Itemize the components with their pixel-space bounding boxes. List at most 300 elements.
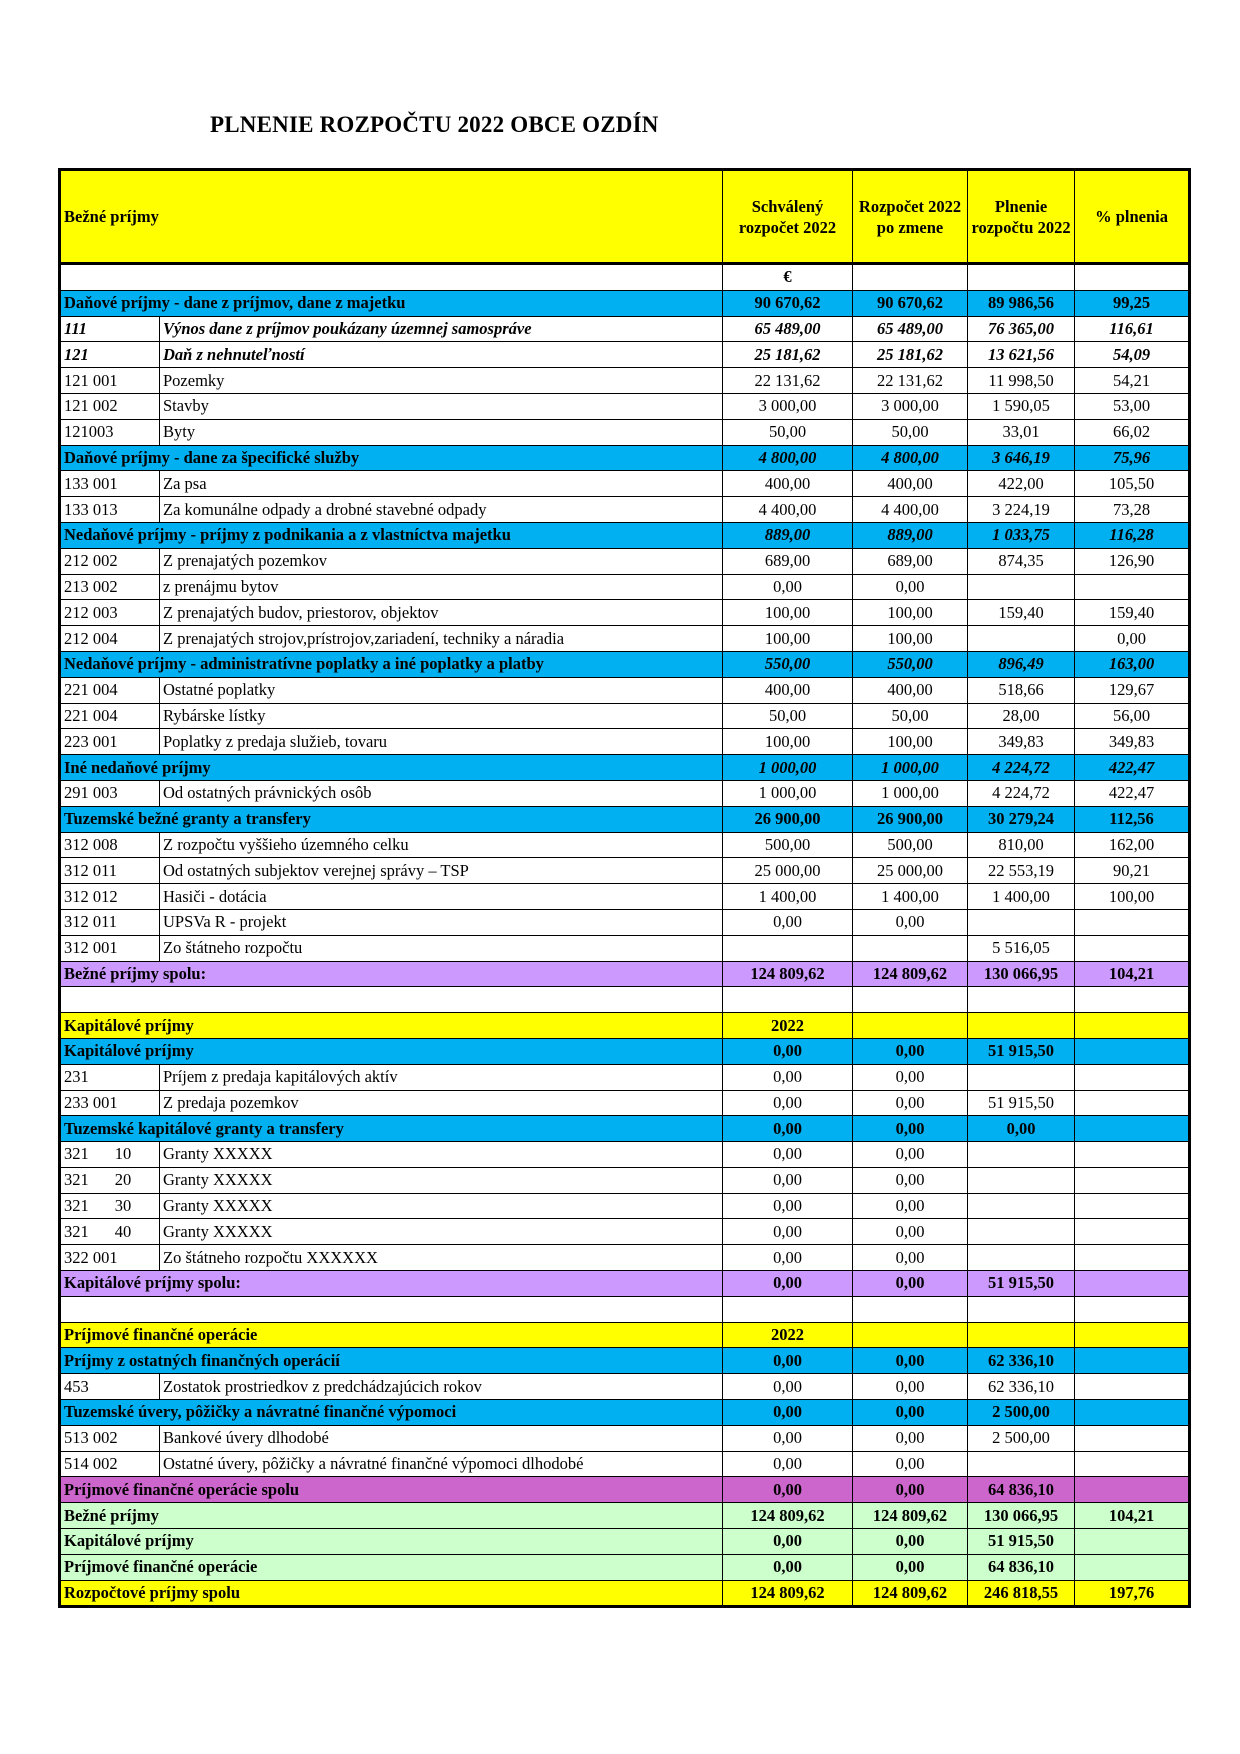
item-label: UPSVa R - projekt — [160, 909, 723, 935]
fulfilled-value — [968, 1245, 1075, 1271]
table-row — [60, 393, 1190, 419]
percent-value: 66,02 — [1075, 419, 1190, 445]
fulfilled-value: 1 400,00 — [968, 884, 1075, 910]
item-label: z prenájmu bytov — [160, 574, 723, 600]
account-code: 212 004 — [60, 626, 160, 652]
item-label: Bankové úvery dlhodobé — [160, 1425, 723, 1451]
approved-budget-value: 124 809,62 — [723, 1503, 853, 1529]
amended-budget-value: 100,00 — [853, 626, 968, 652]
section-label: Príjmy z ostatných finančných operácií — [60, 1348, 723, 1374]
table-row — [60, 1142, 1190, 1168]
approved-budget-value: 1 000,00 — [723, 755, 853, 781]
approved-budget-value: 0,00 — [723, 1425, 853, 1451]
account-code: 513 002 — [60, 1425, 160, 1451]
account-code — [60, 1167, 160, 1193]
approved-budget-value: 2022 — [723, 1013, 853, 1039]
account-code: 212 003 — [60, 600, 160, 626]
amended-budget-value — [853, 987, 968, 1013]
fulfilled-value: 5 516,05 — [968, 935, 1075, 961]
fulfilled-value: 76 365,00 — [968, 316, 1075, 342]
approved-budget-value: 0,00 — [723, 1038, 853, 1064]
account-code: 133 013 — [60, 497, 160, 523]
approved-budget-value: 400,00 — [723, 677, 853, 703]
table-row — [60, 600, 1190, 626]
account-code: 322 001 — [60, 1245, 160, 1271]
percent-value: 90,21 — [1075, 858, 1190, 884]
approved-budget-value: 0,00 — [723, 1193, 853, 1219]
section-label: Príjmové finančné operácie — [60, 1554, 723, 1580]
fulfilled-value: 13 621,56 — [968, 342, 1075, 368]
amended-budget-value — [853, 935, 968, 961]
table-row — [60, 729, 1190, 755]
item-label: Z rozpočtu vyššieho územného celku — [160, 832, 723, 858]
amended-budget-value: 550,00 — [853, 651, 968, 677]
percent-value — [1075, 1245, 1190, 1271]
fulfilled-value: 64 836,10 — [968, 1477, 1075, 1503]
fulfilled-value — [968, 1013, 1075, 1039]
table-row — [60, 1503, 1190, 1529]
item-label: Od ostatných právnických osôb — [160, 780, 723, 806]
table-row — [60, 1271, 1190, 1297]
approved-budget-value: 0,00 — [723, 1219, 853, 1245]
amended-budget-value: 0,00 — [853, 1529, 968, 1555]
fulfilled-value — [968, 1296, 1075, 1322]
account-code-main: 321 — [64, 1144, 89, 1164]
table-row — [60, 548, 1190, 574]
table-row — [60, 1529, 1190, 1555]
fulfilled-value: 64 836,10 — [968, 1554, 1075, 1580]
approved-budget-value: 0,00 — [723, 909, 853, 935]
percent-value: 112,56 — [1075, 806, 1190, 832]
percent-value — [1075, 1142, 1190, 1168]
item-label: Výnos dane z príjmov poukázany územnej samospráve — [160, 316, 723, 342]
approved-budget-value: 25 000,00 — [723, 858, 853, 884]
fulfilled-value — [968, 574, 1075, 600]
table-row — [60, 1477, 1190, 1503]
percent-value: 53,00 — [1075, 393, 1190, 419]
approved-budget-value: 50,00 — [723, 419, 853, 445]
amended-budget-value: 25 181,62 — [853, 342, 968, 368]
section-label: Kapitálové príjmy — [60, 1529, 723, 1555]
fulfilled-value: 810,00 — [968, 832, 1075, 858]
account-code: 453 — [60, 1374, 160, 1400]
table-row — [60, 574, 1190, 600]
table-row — [60, 1425, 1190, 1451]
percent-value: 0,00 — [1075, 626, 1190, 652]
amended-budget-value: 124 809,62 — [853, 1503, 968, 1529]
table-row — [60, 806, 1190, 832]
account-code-sub: 20 — [114, 1170, 132, 1190]
amended-budget-value: 50,00 — [853, 703, 968, 729]
table-row — [60, 1451, 1190, 1477]
percent-value: 162,00 — [1075, 832, 1190, 858]
section-label: Nedaňové príjmy - príjmy z podnikania a z vlastníctva majetku — [60, 522, 723, 548]
amended-budget-value: 0,00 — [853, 1554, 968, 1580]
fulfilled-value: 30 279,24 — [968, 806, 1075, 832]
percent-value — [1075, 1554, 1190, 1580]
item-label: Zo štátneho rozpočtu — [160, 935, 723, 961]
amended-budget-value: 0,00 — [853, 1167, 968, 1193]
approved-budget-value: 100,00 — [723, 626, 853, 652]
table-row — [60, 471, 1190, 497]
table-row — [60, 858, 1190, 884]
amended-budget-value: 4 400,00 — [853, 497, 968, 523]
percent-value: 75,96 — [1075, 445, 1190, 471]
fulfilled-value: 62 336,10 — [968, 1348, 1075, 1374]
fulfilled-value — [968, 1142, 1075, 1168]
fulfilled-value: 4 224,72 — [968, 755, 1075, 781]
amended-budget-value: 0,00 — [853, 1245, 968, 1271]
approved-budget-value: 0,00 — [723, 1400, 853, 1426]
percent-value — [1075, 1400, 1190, 1426]
table-row — [60, 342, 1190, 368]
percent-value: 197,76 — [1075, 1580, 1190, 1607]
approved-budget-value: 3 000,00 — [723, 393, 853, 419]
approved-budget-value: 100,00 — [723, 729, 853, 755]
section-label: Kapitálové príjmy — [60, 1013, 723, 1039]
account-code-main: 321 — [64, 1221, 89, 1241]
account-code-sub: 40 — [114, 1221, 132, 1241]
amended-budget-value: 0,00 — [853, 1142, 968, 1168]
amended-budget-value: 0,00 — [853, 1064, 968, 1090]
fulfilled-value: 11 998,50 — [968, 368, 1075, 394]
account-code: 121003 — [60, 419, 160, 445]
fulfilled-value — [968, 987, 1075, 1013]
approved-budget-value — [723, 1296, 853, 1322]
account-code: 212 002 — [60, 548, 160, 574]
section-label: Príjmové finančné operácie — [60, 1322, 723, 1348]
item-label: Poplatky z predaja služieb, tovaru — [160, 729, 723, 755]
table-row — [60, 445, 1190, 471]
amended-budget-value: 889,00 — [853, 522, 968, 548]
item-label: Za psa — [160, 471, 723, 497]
approved-budget-value: 0,00 — [723, 1477, 853, 1503]
amended-budget-value: 0,00 — [853, 1400, 968, 1426]
fulfilled-value: 1 590,05 — [968, 393, 1075, 419]
table-row — [60, 1064, 1190, 1090]
account-code: 121 — [60, 342, 160, 368]
percent-value: 73,28 — [1075, 497, 1190, 523]
table-row — [60, 1090, 1190, 1116]
table-row — [60, 909, 1190, 935]
fulfilled-value — [968, 1451, 1075, 1477]
approved-budget-value: 689,00 — [723, 548, 853, 574]
amended-budget-value: 0,00 — [853, 1090, 968, 1116]
approved-budget-value: 4 800,00 — [723, 445, 853, 471]
section-label: Kapitálové príjmy spolu: — [60, 1271, 723, 1297]
table-row — [60, 1038, 1190, 1064]
approved-budget-value: 22 131,62 — [723, 368, 853, 394]
account-code: 213 002 — [60, 574, 160, 600]
amended-budget-value: 3 000,00 — [853, 393, 968, 419]
percent-value: 116,28 — [1075, 522, 1190, 548]
item-label: Z prenajatých budov, priestorov, objektov — [160, 600, 723, 626]
fulfilled-value: 0,00 — [968, 1116, 1075, 1142]
approved-budget-value — [723, 987, 853, 1013]
approved-budget-value: 0,00 — [723, 1142, 853, 1168]
account-code: 221 004 — [60, 677, 160, 703]
percent-value — [1075, 1425, 1190, 1451]
item-label: Granty XXXXX — [160, 1193, 723, 1219]
amended-budget-value: 1 000,00 — [853, 755, 968, 781]
approved-budget-value: 1 400,00 — [723, 884, 853, 910]
percent-value — [1075, 1451, 1190, 1477]
percent-value — [1075, 1193, 1190, 1219]
approved-budget-value: 0,00 — [723, 574, 853, 600]
item-label: Daň z nehnuteľností — [160, 342, 723, 368]
spacer-row — [60, 987, 1190, 1013]
approved-budget-value: 25 181,62 — [723, 342, 853, 368]
approved-budget-value: 4 400,00 — [723, 497, 853, 523]
header-fulfilled: Plnenie rozpočtu 2022 — [968, 170, 1075, 264]
budget-table — [58, 168, 1191, 1608]
approved-budget-value: 0,00 — [723, 1451, 853, 1477]
section-label: Daňové príjmy - dane za špecifické služby — [60, 445, 723, 471]
account-code: 133 001 — [60, 471, 160, 497]
header-approved: Schválený rozpočet 2022 — [723, 170, 853, 264]
percent-value — [1075, 1374, 1190, 1400]
item-label: Rybárske lístky — [160, 703, 723, 729]
table-row — [60, 626, 1190, 652]
currency-empty-cell — [968, 264, 1075, 291]
item-label: Granty XXXXX — [160, 1219, 723, 1245]
account-code: 291 003 — [60, 780, 160, 806]
account-code: 231 — [60, 1064, 160, 1090]
table-row — [60, 832, 1190, 858]
fulfilled-value: 62 336,10 — [968, 1374, 1075, 1400]
percent-value: 105,50 — [1075, 471, 1190, 497]
approved-budget-value: 0,00 — [723, 1245, 853, 1271]
amended-budget-value: 500,00 — [853, 832, 968, 858]
amended-budget-value: 0,00 — [853, 1425, 968, 1451]
table-row — [60, 1400, 1190, 1426]
section-label: Bežné príjmy spolu: — [60, 961, 723, 987]
percent-value: 163,00 — [1075, 651, 1190, 677]
percent-value — [1075, 987, 1190, 1013]
fulfilled-value — [968, 1193, 1075, 1219]
table-row — [60, 884, 1190, 910]
approved-budget-value: 889,00 — [723, 522, 853, 548]
amended-budget-value: 0,00 — [853, 909, 968, 935]
fulfilled-value: 896,49 — [968, 651, 1075, 677]
percent-value: 104,21 — [1075, 1503, 1190, 1529]
header-amended: Rozpočet 2022 po zmene — [853, 170, 968, 264]
fulfilled-value: 51 915,50 — [968, 1529, 1075, 1555]
account-code: 514 002 — [60, 1451, 160, 1477]
approved-budget-value: 550,00 — [723, 651, 853, 677]
approved-budget-value: 0,00 — [723, 1116, 853, 1142]
item-label: Granty XXXXX — [160, 1142, 723, 1168]
amended-budget-value: 65 489,00 — [853, 316, 968, 342]
approved-budget-value: 100,00 — [723, 600, 853, 626]
table-row — [60, 497, 1190, 523]
approved-budget-value: 26 900,00 — [723, 806, 853, 832]
fulfilled-value: 349,83 — [968, 729, 1075, 755]
page-title: PLNENIE ROZPOČTU 2022 OBCE OZDÍN — [210, 112, 659, 137]
table-row — [60, 1245, 1190, 1271]
approved-budget-value — [723, 935, 853, 961]
table-row — [60, 703, 1190, 729]
account-code — [60, 1219, 160, 1245]
fulfilled-value: 22 553,19 — [968, 858, 1075, 884]
item-label: Pozemky — [160, 368, 723, 394]
table-row — [60, 1554, 1190, 1580]
amended-budget-value: 0,00 — [853, 1193, 968, 1219]
table-row — [60, 1013, 1190, 1039]
table-row — [60, 677, 1190, 703]
amended-budget-value: 90 670,62 — [853, 290, 968, 316]
account-code: 312 012 — [60, 884, 160, 910]
fulfilled-value — [968, 909, 1075, 935]
fulfilled-value: 518,66 — [968, 677, 1075, 703]
approved-budget-value: 0,00 — [723, 1167, 853, 1193]
approved-budget-value: 1 000,00 — [723, 780, 853, 806]
percent-value — [1075, 1348, 1190, 1374]
amended-budget-value: 1 000,00 — [853, 780, 968, 806]
percent-value — [1075, 574, 1190, 600]
section-label: Iné nedaňové príjmy — [60, 755, 723, 781]
table-row — [60, 780, 1190, 806]
approved-budget-value: 0,00 — [723, 1348, 853, 1374]
currency-symbol: € — [723, 264, 853, 291]
percent-value: 129,67 — [1075, 677, 1190, 703]
percent-value: 126,90 — [1075, 548, 1190, 574]
fulfilled-value: 130 066,95 — [968, 961, 1075, 987]
fulfilled-value: 51 915,50 — [968, 1090, 1075, 1116]
table-row — [60, 1116, 1190, 1142]
amended-budget-value: 100,00 — [853, 729, 968, 755]
amended-budget-value: 4 800,00 — [853, 445, 968, 471]
item-label: Príjem z predaja kapitálových aktív — [160, 1064, 723, 1090]
section-label: Rozpočtové príjmy spolu — [60, 1580, 723, 1607]
account-code-main: 321 — [64, 1170, 89, 1190]
amended-budget-value: 25 000,00 — [853, 858, 968, 884]
account-code-main: 321 — [64, 1196, 89, 1216]
fulfilled-value: 159,40 — [968, 600, 1075, 626]
spacer-row — [60, 1296, 1190, 1322]
percent-value — [1075, 935, 1190, 961]
fulfilled-value: 4 224,72 — [968, 780, 1075, 806]
approved-budget-value: 0,00 — [723, 1529, 853, 1555]
percent-value — [1075, 1477, 1190, 1503]
currency-empty-cell — [853, 264, 968, 291]
approved-budget-value: 0,00 — [723, 1554, 853, 1580]
approved-budget-value: 90 670,62 — [723, 290, 853, 316]
fulfilled-value: 1 033,75 — [968, 522, 1075, 548]
table-row — [60, 935, 1190, 961]
amended-budget-value: 50,00 — [853, 419, 968, 445]
percent-value: 56,00 — [1075, 703, 1190, 729]
fulfilled-value: 874,35 — [968, 548, 1075, 574]
fulfilled-value — [968, 1219, 1075, 1245]
currency-empty-cell — [1075, 264, 1190, 291]
item-label: Zo štátneho rozpočtu XXXXXX — [160, 1245, 723, 1271]
item-label: Byty — [160, 419, 723, 445]
account-code-sub: 10 — [114, 1144, 132, 1164]
amended-budget-value — [853, 1013, 968, 1039]
table-row — [60, 368, 1190, 394]
account-code: 312 011 — [60, 909, 160, 935]
amended-budget-value: 0,00 — [853, 1374, 968, 1400]
table-row — [60, 1219, 1190, 1245]
account-code — [60, 1142, 160, 1168]
amended-budget-value: 0,00 — [853, 1271, 968, 1297]
item-label: Ostatné poplatky — [160, 677, 723, 703]
table-header — [60, 170, 1190, 264]
percent-value — [1075, 1038, 1190, 1064]
item-label: Zostatok prostriedkov z predchádzajúcich rokov — [160, 1374, 723, 1400]
table-row — [60, 1348, 1190, 1374]
approved-budget-value: 50,00 — [723, 703, 853, 729]
fulfilled-value: 130 066,95 — [968, 1503, 1075, 1529]
percent-value — [1075, 1116, 1190, 1142]
section-label: Daňové príjmy - dane z príjmov, dane z majetku — [60, 290, 723, 316]
fulfilled-value: 33,01 — [968, 419, 1075, 445]
percent-value: 349,83 — [1075, 729, 1190, 755]
amended-budget-value: 26 900,00 — [853, 806, 968, 832]
percent-value: 422,47 — [1075, 755, 1190, 781]
account-code: 233 001 — [60, 1090, 160, 1116]
amended-budget-value: 124 809,62 — [853, 1580, 968, 1607]
account-code — [60, 1193, 160, 1219]
percent-value: 54,09 — [1075, 342, 1190, 368]
fulfilled-value — [968, 626, 1075, 652]
item-label: Granty XXXXX — [160, 1167, 723, 1193]
account-code-sub: 30 — [114, 1196, 132, 1216]
fulfilled-value — [968, 1322, 1075, 1348]
currency-row — [60, 264, 1190, 291]
approved-budget-value: 65 489,00 — [723, 316, 853, 342]
approved-budget-value: 2022 — [723, 1322, 853, 1348]
percent-value: 116,61 — [1075, 316, 1190, 342]
amended-budget-value: 100,00 — [853, 600, 968, 626]
account-code: 121 002 — [60, 393, 160, 419]
approved-budget-value: 0,00 — [723, 1090, 853, 1116]
section-label: Kapitálové príjmy — [60, 1038, 723, 1064]
amended-budget-value: 0,00 — [853, 574, 968, 600]
amended-budget-value: 400,00 — [853, 677, 968, 703]
approved-budget-value: 0,00 — [723, 1064, 853, 1090]
percent-value: 54,21 — [1075, 368, 1190, 394]
percent-value — [1075, 1090, 1190, 1116]
account-code: 223 001 — [60, 729, 160, 755]
section-label: Príjmové finančné operácie spolu — [60, 1477, 723, 1503]
approved-budget-value: 124 809,62 — [723, 1580, 853, 1607]
table-row — [60, 419, 1190, 445]
table-row — [60, 1374, 1190, 1400]
percent-value — [1075, 1529, 1190, 1555]
percent-value: 100,00 — [1075, 884, 1190, 910]
amended-budget-value: 0,00 — [853, 1477, 968, 1503]
percent-value — [1075, 909, 1190, 935]
section-label — [60, 1296, 723, 1322]
fulfilled-value: 3 224,19 — [968, 497, 1075, 523]
percent-value: 99,25 — [1075, 290, 1190, 316]
amended-budget-value: 1 400,00 — [853, 884, 968, 910]
table-row — [60, 1167, 1190, 1193]
percent-value — [1075, 1271, 1190, 1297]
fulfilled-value: 422,00 — [968, 471, 1075, 497]
fulfilled-value: 89 986,56 — [968, 290, 1075, 316]
percent-value — [1075, 1167, 1190, 1193]
item-label: Z prenajatých strojov,prístrojov,zariadení, techniky a náradia — [160, 626, 723, 652]
amended-budget-value: 0,00 — [853, 1219, 968, 1245]
table-row — [60, 290, 1190, 316]
currency-label-cell — [60, 264, 723, 291]
item-label: Za komunálne odpady a drobné stavebné odpady — [160, 497, 723, 523]
table-row — [60, 522, 1190, 548]
account-code: 312 008 — [60, 832, 160, 858]
